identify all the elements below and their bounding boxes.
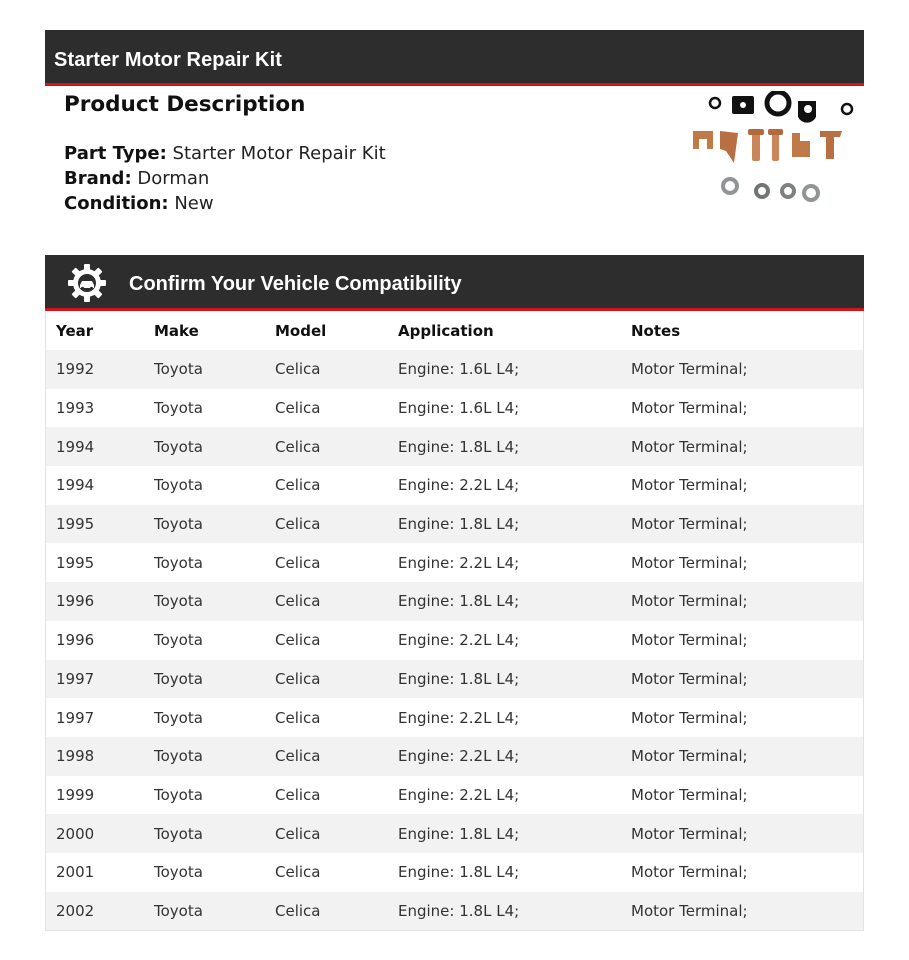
cell-notes: Motor Terminal;	[631, 901, 748, 920]
cell-year: 1994	[56, 476, 95, 495]
cell-application: Engine: 1.8L L4;	[398, 863, 520, 882]
cell-year: 1992	[56, 360, 95, 379]
cell-notes: Motor Terminal;	[631, 515, 748, 534]
cell-notes: Motor Terminal;	[631, 824, 748, 843]
table-row	[46, 621, 863, 660]
cell-year: 1997	[56, 708, 95, 727]
cell-notes: Motor Terminal;	[631, 863, 748, 882]
cell-notes: Motor Terminal;	[631, 631, 748, 650]
table-row	[46, 466, 863, 505]
table-row	[46, 505, 863, 544]
description-heading: Product Description	[64, 92, 306, 117]
cell-application: Engine: 1.8L L4;	[398, 437, 520, 456]
cell-notes: Motor Terminal;	[631, 437, 748, 456]
cell-make: Toyota	[154, 901, 203, 920]
cell-notes: Motor Terminal;	[631, 708, 748, 727]
column-header-application: Application	[398, 321, 494, 340]
cell-model: Celica	[275, 399, 321, 418]
cell-make: Toyota	[154, 669, 203, 688]
cell-notes: Motor Terminal;	[631, 592, 748, 611]
compatibility-heading: Confirm Your Vehicle Compatibility	[129, 273, 462, 295]
cell-application: Engine: 2.2L L4;	[398, 785, 520, 804]
cell-application: Engine: 1.8L L4;	[398, 592, 520, 611]
cell-year: 2001	[56, 863, 95, 882]
spec-condition	[64, 191, 214, 216]
cell-notes: Motor Terminal;	[631, 360, 748, 379]
cell-year: 1999	[56, 785, 95, 804]
cell-year: 1996	[56, 631, 95, 650]
table-row	[46, 776, 863, 815]
cell-application: Engine: 1.8L L4;	[398, 669, 520, 688]
cell-model: Celica	[275, 437, 321, 456]
page-title: Starter Motor Repair Kit	[54, 49, 282, 71]
cell-model: Celica	[275, 824, 321, 843]
table-row	[46, 660, 863, 699]
cell-model: Celica	[275, 901, 321, 920]
cell-application: Engine: 2.2L L4;	[398, 476, 520, 495]
cell-application: Engine: 1.6L L4;	[398, 360, 520, 379]
table-row	[46, 892, 863, 931]
cell-application: Engine: 1.8L L4;	[398, 515, 520, 534]
table-row	[46, 814, 863, 853]
cell-model: Celica	[275, 476, 321, 495]
compatibility-table	[45, 311, 864, 931]
cell-year: 1994	[56, 437, 95, 456]
cell-make: Toyota	[154, 863, 203, 882]
table-row	[46, 853, 863, 892]
cell-model: Celica	[275, 669, 321, 688]
cell-year: 2000	[56, 824, 95, 843]
cell-model: Celica	[275, 863, 321, 882]
spec-label: Brand:	[64, 168, 132, 189]
cell-notes: Motor Terminal;	[631, 747, 748, 766]
cell-make: Toyota	[154, 708, 203, 727]
repair-kit-parts-image	[690, 91, 860, 211]
cell-application: Engine: 2.2L L4;	[398, 747, 520, 766]
cell-model: Celica	[275, 708, 321, 727]
cell-application: Engine: 2.2L L4;	[398, 553, 520, 572]
spec-label: Condition:	[64, 193, 169, 214]
cell-make: Toyota	[154, 824, 203, 843]
cell-make: Toyota	[154, 476, 203, 495]
title-bar	[45, 30, 864, 86]
cell-year: 1998	[56, 747, 95, 766]
spec-label: Part Type:	[64, 143, 167, 164]
cell-notes: Motor Terminal;	[631, 399, 748, 418]
cell-model: Celica	[275, 631, 321, 650]
cell-application: Engine: 1.6L L4;	[398, 399, 520, 418]
cell-year: 1995	[56, 515, 95, 534]
cell-notes: Motor Terminal;	[631, 476, 748, 495]
table-row	[46, 582, 863, 621]
spec-brand	[64, 166, 209, 191]
cell-model: Celica	[275, 747, 321, 766]
cell-year: 1995	[56, 553, 95, 572]
cell-model: Celica	[275, 592, 321, 611]
cell-year: 2002	[56, 901, 95, 920]
cell-application: Engine: 1.8L L4;	[398, 824, 520, 843]
spec-value: Dorman	[137, 168, 210, 189]
cell-make: Toyota	[154, 515, 203, 534]
cell-make: Toyota	[154, 437, 203, 456]
column-header-model: Model	[275, 321, 327, 340]
column-header-make: Make	[154, 321, 199, 340]
compatibility-bar	[45, 255, 864, 311]
column-header-notes: Notes	[631, 321, 681, 340]
cell-notes: Motor Terminal;	[631, 785, 748, 804]
cell-model: Celica	[275, 553, 321, 572]
spec-value: Starter Motor Repair Kit	[172, 143, 386, 164]
cell-model: Celica	[275, 360, 321, 379]
product-description	[45, 86, 864, 246]
cell-model: Celica	[275, 785, 321, 804]
column-header-year: Year	[56, 321, 94, 340]
table-row	[46, 543, 863, 582]
cell-notes: Motor Terminal;	[631, 669, 748, 688]
table-row	[46, 427, 863, 466]
cell-make: Toyota	[154, 631, 203, 650]
cell-application: Engine: 2.2L L4;	[398, 708, 520, 727]
cell-year: 1996	[56, 592, 95, 611]
spec-part-type	[64, 141, 386, 166]
table-header-row	[46, 311, 863, 350]
table-row	[46, 737, 863, 776]
cell-application: Engine: 1.8L L4;	[398, 901, 520, 920]
cell-make: Toyota	[154, 747, 203, 766]
cell-year: 1993	[56, 399, 95, 418]
table-row	[46, 350, 863, 389]
cell-year: 1997	[56, 669, 95, 688]
cell-make: Toyota	[154, 360, 203, 379]
cell-make: Toyota	[154, 553, 203, 572]
cell-notes: Motor Terminal;	[631, 553, 748, 572]
cell-make: Toyota	[154, 592, 203, 611]
table-row	[46, 389, 863, 428]
table-row	[46, 698, 863, 737]
cell-application: Engine: 2.2L L4;	[398, 631, 520, 650]
gear-car-icon	[67, 263, 107, 303]
spec-value: New	[174, 193, 214, 214]
cell-model: Celica	[275, 515, 321, 534]
cell-make: Toyota	[154, 399, 203, 418]
cell-make: Toyota	[154, 785, 203, 804]
